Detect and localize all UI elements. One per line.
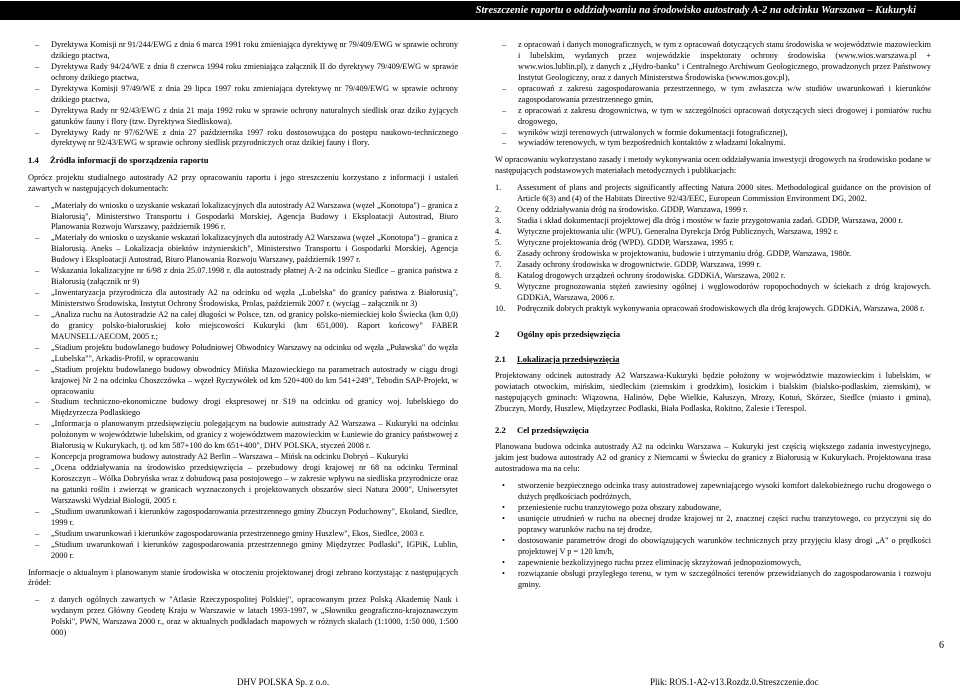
list-item: • usunięcie utrudnień w ruchu na obecnej drodze krajowej nr 2, znacznej części ruchu tranzytowego, co przyczyni się do poprawy warunków ruchu na tej drodze, bbox=[495, 514, 931, 536]
paragraph: Oprócz projektu studialnego autostrady A2 przy opracowaniu raportu i jego streszczeniu korzystano z informacji i ustaleń zawartych w następujących dokumentach: bbox=[28, 172, 458, 193]
list-item: – „Stadium projektu budowlanego budowy Południowej Obwodnicy Warszawy na odcinku od węzła „Puławska" do węzła „Lubelska"", Arkadis-Profil, w opracowaniu bbox=[28, 343, 458, 365]
list-item: – Dyrektywy Rady nr 97/62/WE z dnia 27 października 1997 roku dostosowująca do postępu naukowo-technicznego dyrektywę nr 92/43/EWG w sprawie ochrony siedlisk przyrodniczych oraz dzikiej fauny i flory. bbox=[28, 128, 458, 150]
list-item: – wywiadów terenowych, w tym bezpośrednich kontaktów z władzami lokalnymi. bbox=[495, 138, 931, 149]
list-item: – Studium techniczno-ekonomiczne budowy drogi ekspresowej nr S19 na odcinku od granicy woj. lubelskiego do Międzyrzecza Podlaskiego bbox=[28, 397, 458, 419]
list-item: • stworzenie bezpiecznego odcinka trasy autostradowej zapewniającego wysoki komfort dalekobieżnego ruchu drogowego o dużych prędkościach podróżnych, bbox=[495, 481, 931, 503]
footer-company: DHV POLSKA Sp. z o.o. bbox=[237, 677, 330, 687]
list-item: 2. Oceny oddziaływania dróg na środowisko. GDDP, Warszawa, 1999 r. bbox=[495, 205, 748, 215]
page-header bbox=[0, 1, 960, 20]
list-item: – z opracowań i danych monograficznych, w tym z opracowań dotyczących stanu środowiska w województwie mazowieckim i lubelskim, wydanych przez wojewódzkie inspektoraty ochrony środowiska (www.wios.warszawa.pl + www.wios.lublin.pl), z danych z „Hydro-banku" i Centralnego Archiwum Geologicznego, prowadzonych przez Państwowy Instytut Geologiczny, oraz z danych Ministerstwa Środowiska (www.mos.gov.pl), bbox=[495, 40, 931, 84]
list-item: – „Materiały do wniosku o uzyskanie wskazań lokalizacyjnych dla autostrady A2 Warszawa (węzeł „Konotopa") – granica z Białorusią. Aneks – Lokalizacja obiektów inżynierskich", Ministerstwo Transportu i Gospodarki Morskiej, Agencja Budowy i Eksploatacji Autostrad, Biuro Planowania Rozwoju Warszawy, październik 1997 r. bbox=[28, 233, 458, 266]
list-item: 7. Zasady ochrony środowiska w drogownictwie. GDDP, Warszawa, 1999 r. bbox=[495, 259, 761, 269]
goals-list bbox=[495, 481, 931, 590]
list-item: • rozwiązanie obsługi przyległego terenu, w tym w szczególności terenów przewidzianych do zagospodarowania i rozwoju gminy. bbox=[495, 569, 931, 591]
list-item: – wyników wizji terenowych (utrwalonych w formie dokumentacji fotograficznej), bbox=[495, 128, 931, 139]
list-item: 8. Katalog drogowych urządzeń ochrony środowiska. GDDKiA, Warszawa, 2002 r. bbox=[495, 270, 786, 280]
right-column bbox=[495, 40, 931, 590]
documents-list bbox=[28, 201, 458, 562]
list-item: – Dyrektywa Rady nr 92/43/EWG z dnia 21 maja 1992 roku w sprawie ochrony naturalnych siedlisk oraz dziko żyjących gatunków fauny i flory (tzw. Dyrektywa Siedliskowa). bbox=[28, 106, 458, 128]
list-item: – „Analiza ruchu na Autostradzie A2 na całej długości w Polsce, tzn. od granicy polsko-niemieckiej koło Świecka (km 0,0) do granicy polsko-białoruskiej koło miejscowości Kukuryki (km 651,000). Raport końcowy" FABER MAUNSELL/AECOM, 2005 r.; bbox=[28, 310, 458, 343]
list-item: – „Informacja o planowanym przedsięwzięciu polegającym na budowie autostrady A2 Warszawa – Kukuryki na odcinku położonym w województwie lubelskim, od granicy z województwem mazowieckim w Łuniewie do granicy państwowej z Białorusią w Kukurykach, tj. od km 587+100 do km 651+400", DHV POLSKA, styczeń 2008 r. bbox=[28, 419, 458, 452]
footer-filename: Plik: ROS.1-A2-v13.Rozdz.0.Streszczenie.doc bbox=[650, 677, 819, 687]
list-item: 3. Stadia i skład dokumentacji projektowej dla dróg i mostów w fazie przygotowania zadań. GDDP, Warszawa, 2000 r. bbox=[495, 216, 903, 226]
list-item: – Dyrektywa Komisji nr 91/244/EWG z dnia 6 marca 1991 roku zmieniająca dyrektywę nr 79/409/EWG w sprawie ochrony dzikiego ptactwa, bbox=[28, 40, 458, 62]
list-item: – „Ocena oddziaływania na środowisko przedsięwzięcia – przebudowy drogi krajowej nr 68 na odcinku Terminal Koroszczyn – Wólka Dobryńska wraz z dobudową pasa postojowego – w zakresie wpływu na siedliska przyrodnicze oraz na gatunki roślin i zwierząt w granicach wyznaczonych i projektowanych obszarów sieci Natura 2000", Uniwersytet Warszawski Wydział Biologii, 2005 r. bbox=[28, 463, 458, 507]
list-item: 6. Zasady ochrony środowiska w projektowaniu, budowie i utrzymaniu dróg. GDDP, Warszawa, 1980r. bbox=[495, 248, 852, 258]
list-item: – „Stadium projektu budowlanego budowy obwodnicy Mińska Mazowieckiego na parametrach autostrady w ciągu drogi krajowej Nr 2 na odcinku Choszczówka – węzeł Ryczywółek od km 520+400 do km 541+249", Tebodin SAP-Projekt, w opracowaniu bbox=[28, 365, 458, 398]
list-item: – z opracowań z zakresu drogownictwa, w tym w szczególności opracowań dotyczących sieci drogowej i pomiarów ruchu drogowego, bbox=[495, 106, 931, 128]
list-item: – z danych ogólnych zawartych w "Atlasie Rzeczypospolitej Polskiej", opracowanym przez Polską Akademię Nauk i wydanym przez Główny Geodetę Kraju w Warszawie w latach 1993-1997, w „Słowniku geograficzno-krajoznawczym Polski", PWN, Warszawa 2000 r., oraz w aktualnych podkładach mapowych w różnych skalach (1:1000, 1:50 000, 1:500 000) bbox=[28, 595, 458, 639]
list-item: – Dyrektywa Komisji 97/49/WE z dnia 29 lipca 1997 roku zmieniająca dyrektywę nr 79/409/EWG w sprawie ochrony dzikiego ptactwa, bbox=[28, 84, 458, 106]
left-column bbox=[28, 40, 458, 639]
list-item: 5. Wytyczne projektowania dróg (WPD). GDDP, Warszawa, 1995 r. bbox=[495, 237, 734, 247]
list-item: 4. Wytyczne projektowania ulic (WPU). Generalna Dyrekcja Dróg Publicznych, Warszawa, 1992 r. bbox=[495, 227, 839, 236]
section-heading: 1.4 Źródła informacji do sporządzenia raportu bbox=[28, 155, 209, 166]
section-heading: 2.2 Cel przedsięwzięcia bbox=[495, 424, 589, 435]
paragraph: Planowana budowa odcinka autostrady A2 na odcinku Warszawa – Kukuryki jest częścią większego zadania inwestycyjnego, jakim jest budowa autostrady A2 od granicy z Niemcami w Świecku do granicy z Białorusią w Kukurykach. Projektowana trasa autostradowa ma na celu: bbox=[495, 442, 931, 474]
list-item: – opracowań z zakresu zagospodarowania przestrzennego, w tym zwłaszcza w/w studiów uwarunkowań i kierunków zagospodarowania przestrzennego gmin, bbox=[495, 84, 931, 106]
list-item: – „Materiały do wniosku o uzyskanie wskazań lokalizacyjnych dla autostrady A2 Warszawa (węzeł „Konotopa") – granica z Białorusią", Ministerstwo Transportu i Gospodarki Morskiej, Agencja Budowy i Eksploatacji Autostrad, Biuro Planowania Rozwoju Warszawy, październik 1996 r. bbox=[28, 201, 458, 234]
paragraph: W opracowaniu wykorzystano zasady i metody wykonywania ocen oddziaływania inwestycji drogowych na środowisko podane w następujących podstawowych materiałach metodycznych i publikacjach: bbox=[495, 155, 931, 176]
list-item: • przeniesienie ruchu tranzytowego poza obszary zabudowane, bbox=[495, 503, 931, 514]
list-item: – Koncepcja programowa budowy autostrady A2 Berlin – Warszawa – Mińsk na odcinku Dobryń – Kukuryki bbox=[28, 452, 458, 463]
sources-list-continued bbox=[495, 40, 931, 149]
list-item: 9. Wytyczne prognozowania stężeń zawiesiny ogólnej i węglowodorów ropopochodnych w ściekach z dróg krajowych. GDDKiA, Warszawa, 2006 r. bbox=[495, 281, 931, 302]
page-number: 6 bbox=[939, 640, 944, 651]
section-heading: 2 Ogólny opis przedsięwzięcia bbox=[495, 328, 621, 339]
header-title: Streszczenie raportu o oddziaływaniu na środowisko autostrady A-2 na odcinku Warszawa – Kukuryki bbox=[475, 5, 916, 16]
list-item: – „Studium uwarunkowań i kierunków zagospodarowania przestrzennego gminy Huszlew", Ekos, Siedlce, 2003 r. bbox=[28, 529, 458, 540]
list-item: – Dyrektywa Rady 94/24/WE z dnia 8 czerwca 1994 roku zmieniająca załącznik II do dyrektywy 79/409/EWG w sprawie ochrony dzikiego ptactwa, bbox=[28, 62, 458, 84]
sources-list bbox=[28, 595, 458, 639]
list-item: – „Studium uwarunkowań i kierunków zagospodarowania przestrzennego gminy Międzyrzec Podlaski", IGPiK, Lublin, 2000 r. bbox=[28, 540, 458, 562]
list-item: – Wskazania lokalizacyjne nr 6/98 z dnia 25.07.1998 r. dla autostrady płatnej A-2 na odcinku Siedlce – granica państwa z Białorusią (załącznik nr 9) bbox=[28, 266, 458, 288]
list-item: – „Inwentaryzacja przyrodnicza dla autostrady A2 na odcinku od węzła „Lubelska" do granicy państwa z Białorusią", Ministerstwo Środowiska, Instytut Ochrony Środowiska, Prolas, październik 2007 r. (wyciąg – załącznik nr 3) bbox=[28, 288, 458, 310]
list-item: 1. Assessment of plans and projects significantly affecting Natura 2000 sites. Methodological guidance on the provision of Article 6(3) and (4) of the Habitats Directive 92/43/EEC, European Commission Environment DG, 2002. bbox=[495, 183, 931, 204]
list-item: 10. Podręcznik dobrych praktyk wykonywania opracowań środowiskowych dla dróg krajowych. GDDKiA, Warszawa, 2008 r. bbox=[495, 303, 925, 313]
paragraph: Projektowany odcinek autostrady A2 Warszawa-Kukuryki będzie położony w województwie mazowieckim i lubelskim, w powiatach otwockim, mińskim, siedleckim (ziemskim i grodzkim), łosickim i bialskim (bialsko-podlaskim, ziemskim), w następujących gminach: Wiązowna, Halinów, Dębe Wielkie, Kałuszyn, Mrozy, Kotuń, Skórzec, Siedlce (miasto i gmina), Zbuczyn, Mordy, Huszlew, Międzyrzec Podlaski, Biała Podlaska, Rokitno, Zalesie i Terespol. bbox=[495, 371, 931, 413]
list-item: – „Studium uwarunkowań i kierunków zagospodarowania przestrzennego gminy Zbuczyn Poduchowny", Ekoland, Siedlce, 1999 r. bbox=[28, 507, 458, 529]
list-item: • dostosowanie parametrów drogi do obowiązujących warunków technicznych przy przyjęciu klasy drogi „A" o prędkości projektowej V p = 120 km/h, bbox=[495, 536, 931, 558]
directives-list bbox=[28, 40, 458, 149]
methods-list bbox=[495, 183, 931, 314]
paragraph: Informacje o aktualnym i planowanym stanie środowiska w otoczeniu projektowanej drogi zebrano korzystając z następujących źródeł: bbox=[28, 567, 458, 588]
section-heading: 2.1 Lokalizacja przedsięwzięcia bbox=[495, 353, 620, 364]
list-item: • zapewnienie bezkolizyjnego ruchu przez eliminację skrzyżowań jednopoziomowych, bbox=[495, 558, 931, 569]
